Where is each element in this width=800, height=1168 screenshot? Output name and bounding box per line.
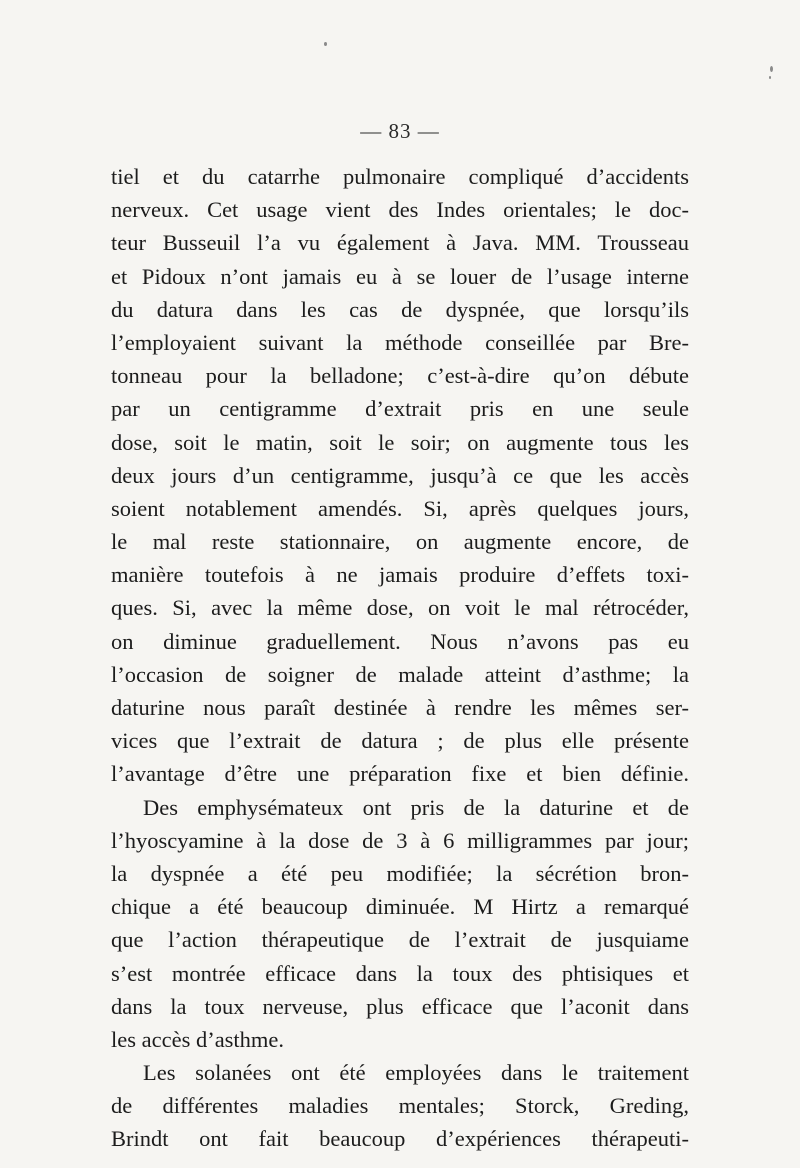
text-line: dose, soit le matin, soit le soir; on augmente tous les: [111, 429, 689, 455]
text-line: l’employaient suivant la méthode conseillée par Bre-: [111, 329, 689, 355]
text-line: deux jours d’un centigramme, jusqu’à ce que les accès: [111, 462, 689, 488]
paper-speck: [769, 76, 771, 79]
text-line: l’occasion de soigner de malade atteint d’asthme; la: [111, 661, 689, 687]
text-line: chique a été beaucoup diminuée. M Hirtz a remarqué: [111, 894, 689, 920]
text-line: de différentes maladies mentales; Storck, Greding,: [111, 1093, 689, 1119]
body-text: [111, 160, 689, 1156]
text-line: le mal reste stationnaire, on augmente encore, de: [111, 529, 689, 555]
text-line: s’est montrée efficace dans la toux des phtisiques et: [111, 960, 689, 986]
text-line: Brindt ont fait beaucoup d’expériences thérapeuti-: [111, 1126, 689, 1152]
text-line: Des emphysémateux ont pris de la daturine et de: [143, 794, 689, 820]
text-line: les accès d’asthme.: [111, 1026, 285, 1052]
text-line: daturine nous paraît destinée à rendre les mêmes ser-: [111, 695, 689, 720]
text-line: l’avantage d’être une préparation fixe et bien définie.: [111, 761, 689, 787]
text-line: du datura dans les cas de dyspnée, que lorsqu’ils: [111, 296, 689, 322]
text-line: par un centigramme d’extrait pris en une seule: [111, 396, 689, 422]
text-line: soient notablement amendés. Si, après quelques jours,: [111, 495, 689, 521]
text-line: tonneau pour la belladone; c’est-à-dire qu’on débute: [111, 363, 689, 389]
text-line: Les solanées ont été employées dans le traitement: [143, 1060, 689, 1086]
text-line: ques. Si, avec la même dose, on voit le mal rétrocéder,: [111, 595, 689, 621]
text-line: vices que l’extrait de datura ; de plus elle présente: [111, 728, 689, 754]
paper-speck: [324, 42, 327, 46]
text-line: nerveux. Cet usage vient des Indes orientales; le doc-: [111, 197, 689, 223]
text-line: manière toutefois à ne jamais produire d’effets toxi-: [111, 562, 689, 588]
text-line: dans la toux nerveuse, plus efficace que l’aconit dans: [111, 993, 689, 1019]
text-line: la dyspnée a été peu modifiée; la sécrétion bron-: [111, 860, 689, 886]
paper-speck: [770, 66, 773, 72]
text-line: teur Busseuil l’a vu également à Java. MM. Trousseau: [111, 230, 689, 256]
text-line: et Pidoux n’ont jamais eu à se louer de l’usage interne: [111, 263, 689, 289]
text-line: tiel et du catarrhe pulmonaire compliqué d’accidents: [111, 164, 689, 189]
page-number: — 83 —: [360, 119, 440, 143]
text-line: l’hyoscyamine à la dose de 3 à 6 milligrammes par jour;: [111, 827, 689, 853]
text-line: on diminue graduellement. Nous n’avons pas eu: [111, 628, 689, 654]
text-line: que l’action thérapeutique de l’extrait de jusquiame: [111, 927, 689, 953]
